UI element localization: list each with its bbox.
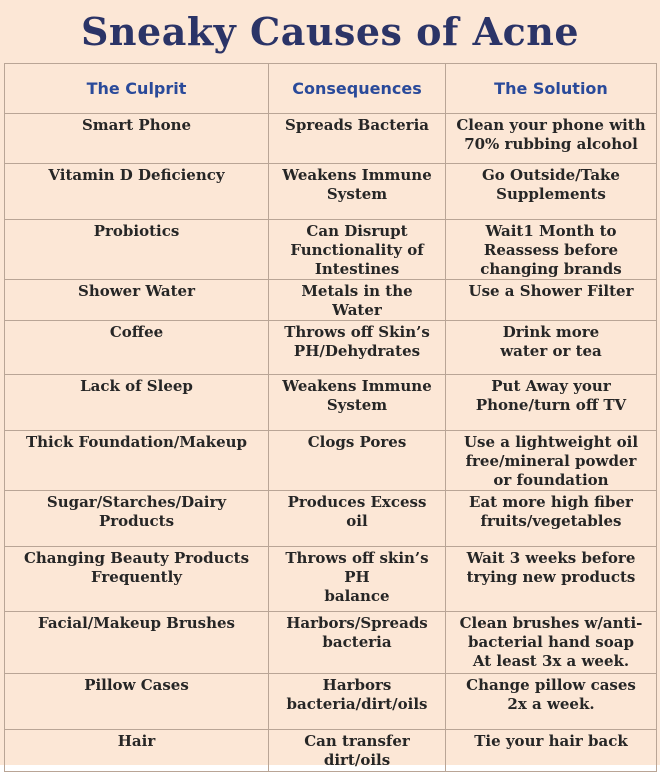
header-row xyxy=(5,64,657,114)
consequence-line: System xyxy=(326,185,388,203)
solution-line: Phone/turn off TV xyxy=(475,396,627,414)
consequence-line: PH/Dehydrates xyxy=(293,342,421,360)
solution-cell xyxy=(446,220,657,280)
solution-line: Use a Shower Filter xyxy=(468,282,634,300)
solution-cell xyxy=(446,280,657,321)
consequence-line: Can transfer xyxy=(304,732,410,750)
culprit-cell: Sugar/Starches/Dairy Products xyxy=(5,491,269,547)
consequence-line: Water xyxy=(332,301,382,319)
culprit-cell: Thick Foundation/Makeup xyxy=(5,431,269,491)
solution-line: changing brands xyxy=(480,260,622,278)
consequence-cell xyxy=(269,321,446,375)
culprit-cell: Smart Phone xyxy=(5,114,269,164)
culprit-cell: Lack of Sleep xyxy=(5,375,269,431)
page-title: Sneaky Causes of Acne xyxy=(80,8,580,54)
header-culprit: The Culprit xyxy=(5,64,269,114)
solution-cell xyxy=(446,612,657,674)
solution-cell xyxy=(446,491,657,547)
solution-cell xyxy=(446,114,657,164)
acne-causes-table xyxy=(4,63,657,772)
consequence-cell xyxy=(269,280,446,321)
solution-line: Use a lightweight oil xyxy=(463,433,639,451)
consequence-cell xyxy=(269,114,446,164)
solution-line: Eat more high fiber xyxy=(469,493,633,511)
consequence-cell xyxy=(269,375,446,431)
consequence-line: Intestines xyxy=(314,260,400,278)
solution-cell xyxy=(446,164,657,220)
consequence-line: Can Disrupt xyxy=(306,222,408,240)
consequence-line: Functionality of xyxy=(290,241,424,259)
culprit-cell: Probiotics xyxy=(5,220,269,280)
table-row xyxy=(5,164,657,220)
solution-cell xyxy=(446,547,657,612)
table-row xyxy=(5,547,657,612)
table-row xyxy=(5,220,657,280)
solution-line: Go Outside/Take xyxy=(482,166,620,184)
consequence-cell xyxy=(269,730,446,772)
consequence-cell xyxy=(269,547,446,612)
solution-line: Drink more xyxy=(502,323,600,341)
solution-line: or foundation xyxy=(493,471,609,489)
consequence-line: balance xyxy=(324,587,390,605)
table-row xyxy=(5,612,657,674)
solution-line: 70% rubbing alcohol xyxy=(464,135,638,153)
solution-line: 2x a week. xyxy=(507,695,595,713)
table-row xyxy=(5,375,657,431)
solution-line: Put Away your xyxy=(491,377,611,395)
consequence-line: Spreads Bacteria xyxy=(285,116,429,134)
header-consequences: Consequences xyxy=(269,64,446,114)
solution-cell xyxy=(446,375,657,431)
consequence-line: Metals in the xyxy=(301,282,413,300)
solution-line: Tie your hair back xyxy=(474,732,628,750)
solution-cell xyxy=(446,431,657,491)
table-row xyxy=(5,321,657,375)
consequence-line: Produces Excess xyxy=(287,493,427,511)
solution-line: At least 3x a week. xyxy=(472,652,630,670)
consequence-cell xyxy=(269,431,446,491)
culprit-cell: Coffee xyxy=(5,321,269,375)
table-row xyxy=(5,674,657,730)
solution-line: Clean brushes w/anti- xyxy=(459,614,643,632)
table-body xyxy=(5,114,657,772)
consequence-cell xyxy=(269,491,446,547)
consequence-line: Weakens Immune xyxy=(282,377,432,395)
solution-line: Clean your phone with xyxy=(456,116,646,134)
consequence-line: Throws off Skin’s xyxy=(284,323,430,341)
consequence-line: bacteria/dirt/oils xyxy=(286,695,428,713)
solution-line: free/mineral powder xyxy=(465,452,637,470)
consequence-line: oil xyxy=(346,512,368,530)
table-row xyxy=(5,431,657,491)
solution-line: Change pillow cases xyxy=(466,676,636,694)
solution-line: Wait1 Month to xyxy=(485,222,617,240)
consequence-cell xyxy=(269,612,446,674)
consequence-line: System xyxy=(326,396,388,414)
header-solution: The Solution xyxy=(446,64,657,114)
solution-line: trying new products xyxy=(466,568,636,586)
culprit-cell: Pillow Cases xyxy=(5,674,269,730)
consequence-line: Harbors/Spreads xyxy=(286,614,428,632)
solution-cell xyxy=(446,321,657,375)
consequence-line: bacteria xyxy=(322,633,392,651)
consequence-line: PH xyxy=(344,568,370,586)
consequence-line: Weakens Immune xyxy=(282,166,432,184)
consequence-cell xyxy=(269,674,446,730)
table-row xyxy=(5,280,657,321)
culprit-cell: Vitamin D Deficiency xyxy=(5,164,269,220)
consequence-line: Harbors xyxy=(322,676,392,694)
solution-line: fruits/vegetables xyxy=(480,512,622,530)
solution-line: Reassess before xyxy=(483,241,619,259)
solution-line: water or tea xyxy=(500,342,602,360)
consequence-line: Throws off skin’s xyxy=(285,549,429,567)
culprit-cell: Changing Beauty Products Frequently xyxy=(5,547,269,612)
consequence-line: Clogs Pores xyxy=(307,433,407,451)
solution-cell xyxy=(446,730,657,772)
culprit-cell: Hair xyxy=(5,730,269,772)
solution-line: bacterial hand soap xyxy=(468,633,634,651)
culprit-cell: Facial/Makeup Brushes xyxy=(5,612,269,674)
culprit-cell: Shower Water xyxy=(5,280,269,321)
solution-line: Wait 3 weeks before xyxy=(466,549,636,567)
consequence-line: dirt/oils xyxy=(323,751,391,769)
solution-cell xyxy=(446,674,657,730)
solution-line: Supplements xyxy=(496,185,606,203)
table-row xyxy=(5,730,657,772)
table-row xyxy=(5,114,657,164)
consequence-cell xyxy=(269,164,446,220)
table-row xyxy=(5,491,657,547)
consequence-cell xyxy=(269,220,446,280)
